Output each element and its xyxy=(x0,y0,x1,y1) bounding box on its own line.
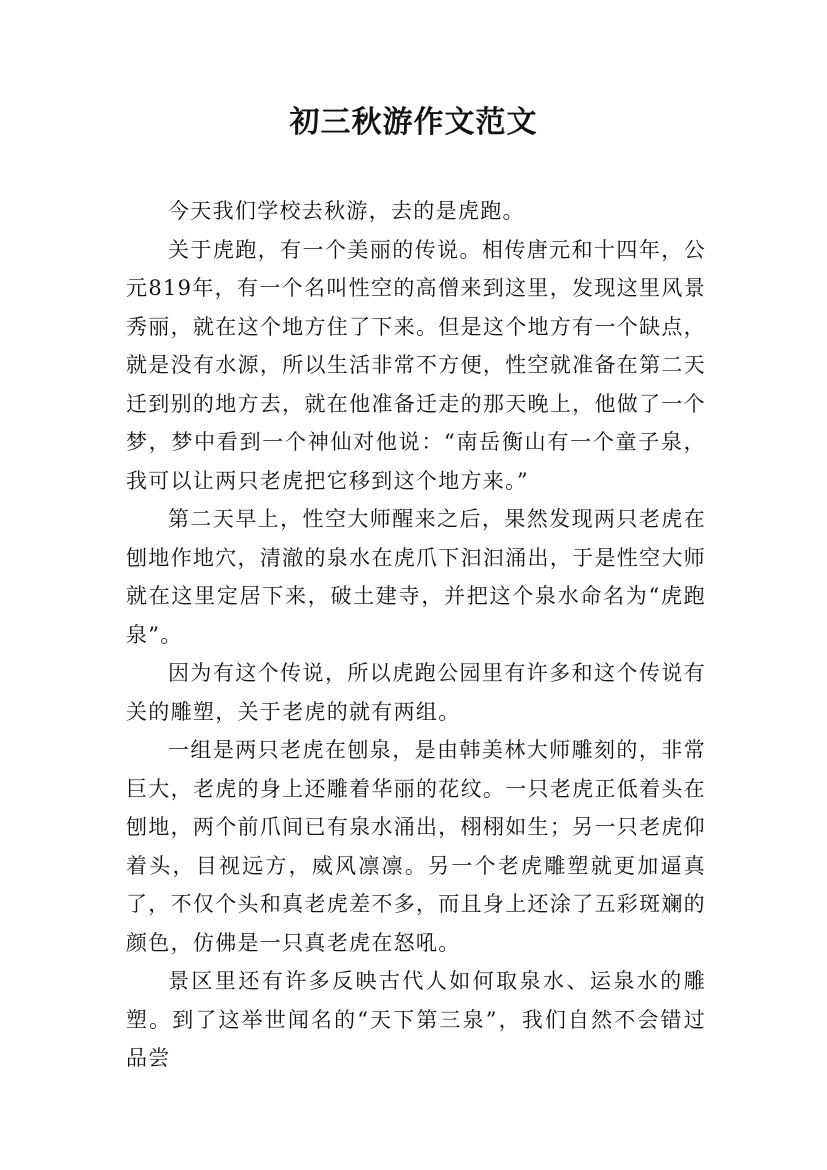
paragraph: 关于虎跑，有一个美丽的传说。相传唐元和十四年，公元819年，有一个名叫性空的高僧来到这里，发现这里风景秀丽，就在这个地方住了下来。但是这个地方有一个缺点，就是没有水源，所以生活非常不方便，性空就准备在第二天迁到别的地方去，就在他准备迁走的那天晚上，他做了一个梦，梦中看到一个神仙对他说：“南岳衡山有一个童子泉，我可以让两只老虎把它移到这个地方来。” xyxy=(126,237,706,493)
paragraph: 景区里还有许多反映古代人如何取泉水、运泉水的雕塑。到了这举世闻名的“天下第三泉”，我们自然不会错过品尝 xyxy=(126,969,706,1070)
paragraph: 第二天早上，性空大师醒来之后，果然发现两只老虎在刨地作地穴，清澈的泉水在虎爪下汩汩涌出，于是性空大师就在这里定居下来，破土建寺，并把这个泉水命名为“虎跑泉”。 xyxy=(126,507,706,647)
paragraph: 今天我们学校去秋游，去的是虎跑。 xyxy=(168,199,525,223)
paragraph: 因为有这个传说，所以虎跑公园里有许多和这个传说有关的雕塑，关于老虎的就有两组。 xyxy=(126,661,706,724)
document-title: 初三秋游作文范文 xyxy=(289,105,538,140)
document-body xyxy=(126,192,706,1078)
paragraph: 一组是两只老虎在刨泉，是由韩美林大师雕刻的，非常巨大，老虎的身上还雕着华丽的花纹。一只老虎正低着头在刨地，两个前爪间已有泉水涌出，栩栩如生；另一只老虎仰着头，目视远方，威风凛凛。另一个老虎雕塑就更加逼真了，不仅个头和真老虎差不多，而且身上还涂了五彩斑斓的颜色，仿佛是一只真老虎在怒吼。 xyxy=(126,738,706,955)
